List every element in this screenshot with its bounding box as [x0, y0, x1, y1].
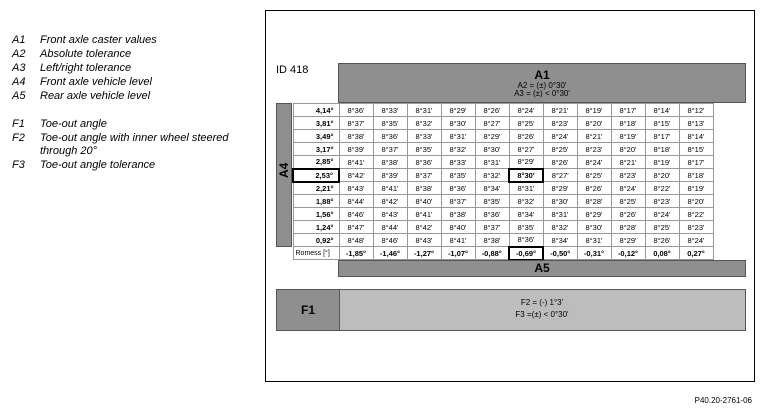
legend-key: F2: [12, 132, 25, 144]
caster-value-cell: 8°41': [441, 234, 475, 247]
a4-label: A4: [277, 162, 291, 178]
caster-value-cell: 8°27': [509, 143, 543, 156]
caster-value-cell: 8°27': [543, 169, 577, 182]
caster-value-cell: 8°43': [407, 234, 441, 247]
caster-value-cell: 8°24': [645, 208, 679, 221]
a1-header: [338, 63, 746, 103]
a4-level-label: 3,17°: [293, 143, 339, 156]
caster-value-cell: 8°38': [339, 130, 373, 143]
romess-value-cell: -0,12°: [611, 247, 645, 260]
a4-level-label: 0,92°: [293, 234, 339, 247]
a5-bar: A5: [338, 260, 746, 277]
caster-value-cell: 8°41': [339, 156, 373, 169]
caster-value-cell: 8°15': [679, 143, 713, 156]
caster-value-cell: 8°32': [475, 169, 509, 182]
caster-value-cell: 8°25': [543, 143, 577, 156]
caster-value-cell: 8°20': [577, 117, 611, 130]
caster-value-cell: 8°26': [611, 208, 645, 221]
legend-text: Toe-out angle with inner wheel steered through 20°: [40, 132, 229, 157]
legend-item: [12, 90, 257, 103]
caster-value-cell: 8°36': [339, 104, 373, 117]
legend-text: Toe-out angle: [40, 118, 107, 130]
caster-value-cell: 8°28': [577, 195, 611, 208]
caster-value-cell: 8°38': [441, 208, 475, 221]
legend-item: [12, 48, 257, 61]
caster-value-cell: 8°24': [611, 182, 645, 195]
romess-value-cell: -0,31°: [577, 247, 611, 260]
legend-item: [12, 76, 257, 89]
caster-value-cell: 8°19': [577, 104, 611, 117]
legend-key: A1: [12, 34, 26, 46]
caster-value-cell: 8°42': [407, 221, 441, 234]
caster-value-cell: 8°32': [509, 195, 543, 208]
legend-key: A2: [12, 48, 26, 60]
a4-level-label: 2,53°: [293, 169, 339, 182]
caster-value-cell: 8°35': [373, 117, 407, 130]
legend-key: F1: [12, 118, 25, 130]
romess-value-cell: -0,69°: [509, 247, 543, 260]
caster-value-cell: 8°38': [475, 234, 509, 247]
caster-value-cell: 8°31': [441, 130, 475, 143]
caster-value-cell: 8°31': [407, 104, 441, 117]
caster-value-cell: 8°18': [679, 169, 713, 182]
caster-value-cell: 8°35': [441, 169, 475, 182]
romess-label: Romess [°]: [293, 247, 339, 260]
romess-value-cell: -0,88°: [475, 247, 509, 260]
caster-value-cell: 8°25': [509, 117, 543, 130]
table-row: [293, 221, 713, 234]
caster-value-cell: 8°23': [611, 169, 645, 182]
caster-value-cell: 8°19': [611, 130, 645, 143]
legend-key: A4: [12, 76, 26, 88]
caster-value-cell: 8°21': [611, 156, 645, 169]
caster-value-cell: 8°23': [543, 117, 577, 130]
caster-value-cell: 8°29': [577, 208, 611, 221]
caster-value-cell: 8°40': [407, 195, 441, 208]
caster-value-cell: 8°40': [441, 221, 475, 234]
legend-item: [12, 62, 257, 75]
romess-value-cell: -1,07°: [441, 247, 475, 260]
caster-value-cell: 8°20': [611, 143, 645, 156]
caster-value-cell: 8°20': [679, 195, 713, 208]
legend-text: Front axle vehicle level: [40, 76, 152, 88]
caster-value-cell: 8°36': [441, 182, 475, 195]
caster-value-cell: 8°26': [475, 104, 509, 117]
legend-item: [12, 118, 257, 131]
caster-value-cell: 8°24': [543, 130, 577, 143]
caster-value-cell: 8°29': [543, 182, 577, 195]
caster-value-cell: 8°24': [577, 156, 611, 169]
caster-value-cell: 8°13': [679, 117, 713, 130]
caster-value-cell: 8°14': [679, 130, 713, 143]
figure-reference: P40.20-2761-06: [694, 396, 752, 405]
caster-value-cell: 8°36': [407, 156, 441, 169]
a4-level-label: 3,81°: [293, 117, 339, 130]
caster-value-cell: 8°31': [475, 156, 509, 169]
legend: [12, 34, 257, 173]
a4-level-label: 2,85°: [293, 156, 339, 169]
legend-key: F3: [12, 159, 25, 171]
table-row: [293, 104, 713, 117]
caster-value-cell: 8°41': [407, 208, 441, 221]
caster-value-cell: 8°35': [509, 221, 543, 234]
caster-value-cell: 8°31': [577, 234, 611, 247]
table-row: [293, 234, 713, 247]
caster-value-cell: 8°30': [441, 117, 475, 130]
caster-value-cell: 8°30': [543, 195, 577, 208]
caster-value-cell: 8°29': [441, 104, 475, 117]
caster-value-cell: 8°30': [475, 143, 509, 156]
caster-value-cell: 8°38': [407, 182, 441, 195]
caster-value-cell: 8°42': [339, 169, 373, 182]
romess-value-cell: 0,08°: [645, 247, 679, 260]
caster-value-cell: 8°17': [611, 104, 645, 117]
a4-level-label: 4,14°: [293, 104, 339, 117]
table-row: [293, 208, 713, 221]
table-row: [293, 195, 713, 208]
caster-value-cell: 8°20': [645, 169, 679, 182]
caster-value-cell: 8°22': [679, 208, 713, 221]
caster-value-cell: 8°24': [509, 104, 543, 117]
caster-value-cell: 8°35': [407, 143, 441, 156]
caster-value-cell: 8°33': [441, 156, 475, 169]
caster-value-cell: 8°34': [475, 182, 509, 195]
caster-value-cell: 8°36': [509, 234, 543, 247]
table-row: [293, 156, 713, 169]
romess-value-cell: -1,27°: [407, 247, 441, 260]
caster-value-cell: 8°41': [373, 182, 407, 195]
caster-value-cell: 8°37': [475, 221, 509, 234]
caster-value-cell: 8°44': [339, 195, 373, 208]
legend-text: Left/right tolerance: [40, 62, 132, 74]
table-row: [293, 143, 713, 156]
caster-value-cell: 8°36': [373, 130, 407, 143]
caster-value-cell: 8°31': [543, 208, 577, 221]
caster-value-cell: 8°23': [679, 221, 713, 234]
romess-value-cell: -0,50°: [543, 247, 577, 260]
romess-row: [293, 247, 713, 260]
caster-value-cell: 8°38': [373, 156, 407, 169]
a1-title: A1: [534, 68, 550, 82]
caster-value-cell: 8°14': [645, 104, 679, 117]
caster-value-cell: 8°31': [509, 182, 543, 195]
caster-value-cell: 8°46': [373, 234, 407, 247]
legend-gap: [12, 104, 257, 118]
caster-value-cell: 8°23': [645, 195, 679, 208]
caster-value-cell: 8°46': [339, 208, 373, 221]
a4-bar: [276, 103, 292, 247]
a4-level-label: 3,49°: [293, 130, 339, 143]
caster-value-cell: 8°29': [509, 156, 543, 169]
caster-value-cell: 8°43': [339, 182, 373, 195]
f3-text: F3 =(±) < 0°30': [515, 310, 569, 319]
caster-value-cell: 8°24': [679, 234, 713, 247]
a4-level-label: 1,56°: [293, 208, 339, 221]
caster-value-cell: 8°21': [543, 104, 577, 117]
caster-value-cell: 8°19': [645, 156, 679, 169]
caster-value-cell: 8°48': [339, 234, 373, 247]
caster-value-cell: 8°47': [339, 221, 373, 234]
caster-value-cell: 8°23': [577, 143, 611, 156]
caster-value-cell: 8°30': [577, 221, 611, 234]
caster-value-cell: 8°15': [645, 117, 679, 130]
caster-value-cell: 8°39': [373, 169, 407, 182]
caster-value-cell: 8°36': [475, 208, 509, 221]
romess-value-cell: -1,85°: [339, 247, 373, 260]
a4-level-label: 1,24°: [293, 221, 339, 234]
table-row: [293, 182, 713, 195]
caster-value-cell: 8°26': [543, 156, 577, 169]
a4-level-label: 2,21°: [293, 182, 339, 195]
caster-value-cell: 8°21': [577, 130, 611, 143]
caster-value-cell: 8°12': [679, 104, 713, 117]
caster-value-cell: 8°39': [339, 143, 373, 156]
caster-value-cell: 8°32': [543, 221, 577, 234]
table-row: [293, 130, 713, 143]
caster-grid: [292, 103, 714, 261]
caster-value-cell: 8°29': [611, 234, 645, 247]
legend-text: Rear axle vehicle level: [40, 90, 151, 102]
caster-value-cell: 8°26': [645, 234, 679, 247]
legend-key: A3: [12, 62, 26, 74]
table-row: [293, 169, 713, 182]
caster-value-cell: 8°30': [509, 169, 543, 182]
caster-table-frame: [265, 10, 755, 382]
caster-value-cell: 8°42': [373, 195, 407, 208]
legend-item: [12, 34, 257, 47]
legend-item: [12, 132, 257, 158]
romess-value-cell: 0,27°: [679, 247, 713, 260]
a4-level-label: 1,88°: [293, 195, 339, 208]
caster-value-cell: 8°29': [475, 130, 509, 143]
caster-value-cell: 8°32': [441, 143, 475, 156]
caster-value-cell: 8°32': [407, 117, 441, 130]
a2-text: A2 = (±) 0°30': [517, 81, 567, 90]
caster-value-cell: 8°33': [407, 130, 441, 143]
caster-value-cell: 8°28': [611, 221, 645, 234]
a3-text: A3 = (±) < 0°30': [514, 89, 570, 98]
caster-value-cell: 8°44': [373, 221, 407, 234]
table-id: ID 418: [276, 64, 309, 76]
caster-value-cell: 8°34': [543, 234, 577, 247]
caster-value-cell: 8°25': [645, 221, 679, 234]
table-row: [293, 117, 713, 130]
caster-value-cell: 8°37': [441, 195, 475, 208]
legend-text: Front axle caster values: [40, 34, 157, 46]
f1-label: F1: [277, 290, 340, 330]
caster-value-cell: 8°25': [577, 169, 611, 182]
caster-value-cell: 8°22': [645, 182, 679, 195]
legend-text: Toe-out angle tolerance: [40, 159, 156, 171]
romess-value-cell: -1,46°: [373, 247, 407, 260]
caster-value-cell: 8°37': [339, 117, 373, 130]
caster-value-cell: 8°26': [577, 182, 611, 195]
caster-value-cell: 8°35': [475, 195, 509, 208]
caster-value-cell: 8°18': [611, 117, 645, 130]
legend-text: Absolute tolerance: [40, 48, 132, 60]
caster-value-cell: 8°33': [373, 104, 407, 117]
f2-text: F2 = (-) 1°3': [520, 298, 564, 307]
f1-values: [339, 297, 745, 321]
caster-value-cell: 8°18': [645, 143, 679, 156]
caster-value-cell: 8°17': [679, 156, 713, 169]
legend-item: [12, 159, 257, 172]
caster-value-cell: 8°37': [407, 169, 441, 182]
caster-value-cell: 8°37': [373, 143, 407, 156]
caster-value-cell: 8°34': [509, 208, 543, 221]
caster-value-cell: 8°17': [645, 130, 679, 143]
caster-value-cell: 8°43': [373, 208, 407, 221]
caster-value-cell: 8°26': [509, 130, 543, 143]
legend-key: A5: [12, 90, 26, 102]
caster-value-cell: 8°27': [475, 117, 509, 130]
f1-box: [276, 289, 746, 331]
caster-value-cell: 8°25': [611, 195, 645, 208]
caster-value-cell: 8°19': [679, 182, 713, 195]
